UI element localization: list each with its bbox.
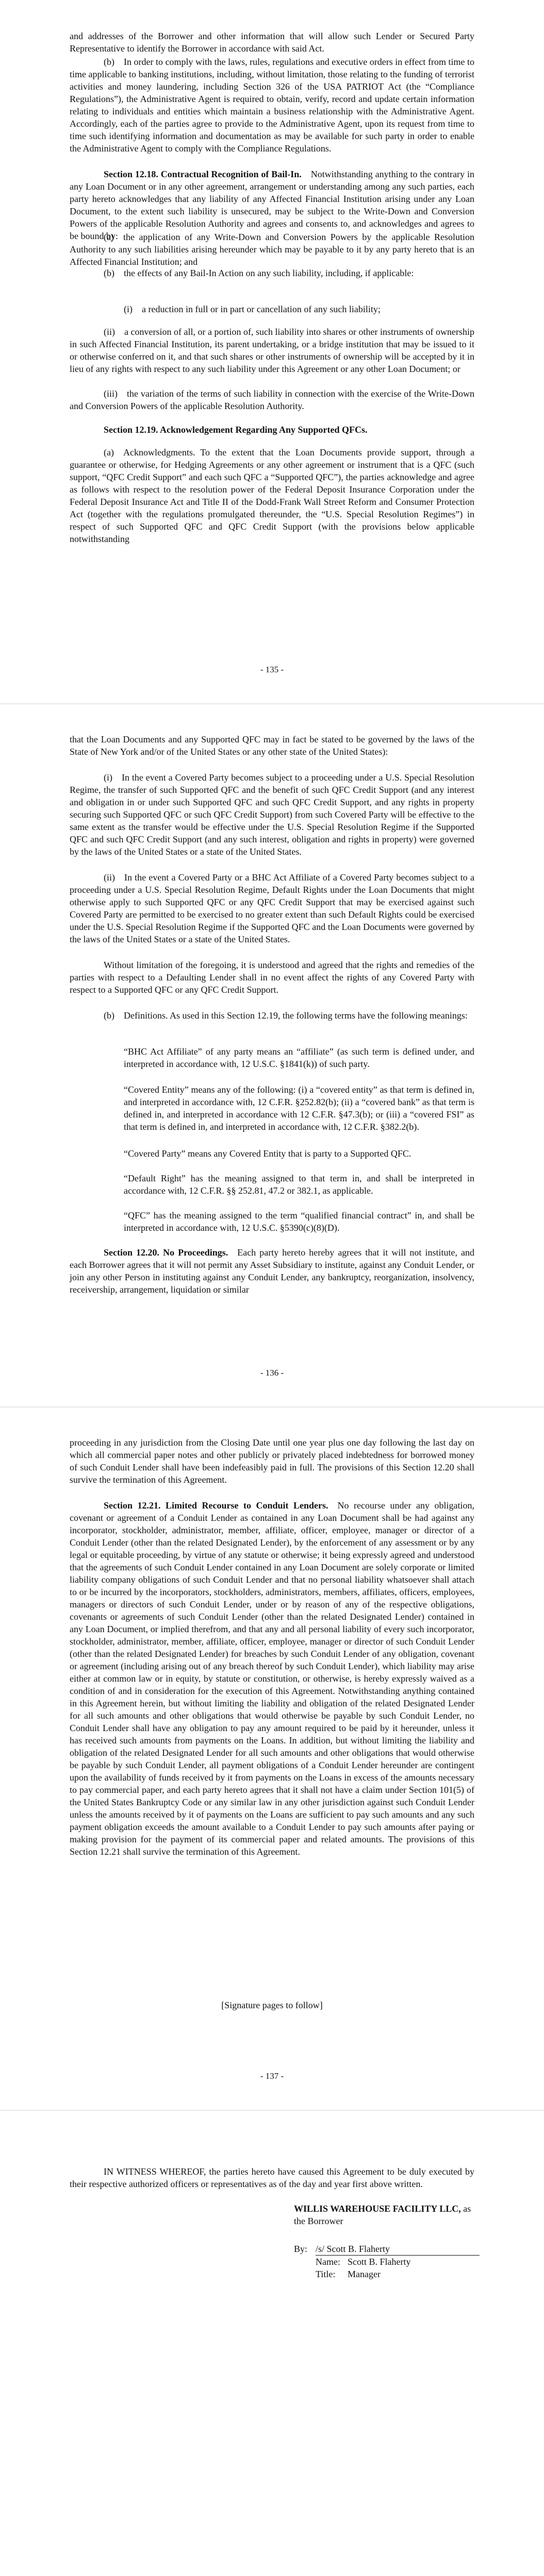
section-heading: Section 12.21. Limited Recourse to Conduit Lenders.: [104, 1500, 328, 1511]
definition-qfc: “QFC” has the meaning assigned to the term “qualified financial contract” in, and shall be interpreted in accordance with, 12 U.S.C. §5390(c)(8)(D).: [124, 1210, 474, 1233]
signer-title: Manager: [348, 2269, 381, 2279]
paragraph-continued: proceeding in any jurisdiction from the Closing Date until one year plus one day following the last day on which all commercial paper notes and other publicly or privately placed indebtedness for borrowed money of such Conduit Lender shall have been indefeasibly paid in full. The provisions of this Section 12.20 shall survive the termination of this Agreement.: [70, 1437, 474, 1485]
clause-b-i: (i) a reduction in full or in part or cancellation of any such liability;: [124, 304, 381, 314]
section-body: No recourse under any obligation, covenant or agreement of a Conduit Lender as contained in any Loan Document shall be had against any incorporator, stockholder, administrator, member, affiliate, officer, employee, manager or director of a Conduit Lender (other than the related Designated Lender), by the enforcement of any assessment or by any legal or equitable proceeding, by virtue of any statute or otherwise; it being expressly agreed and understood that the agreements of such Conduit Lender contained in any Loan Document are solely corporate or limited liability company obligations of such Conduit Lender and that no personal liability whatsoever shall attach to or be incurred by the incorporators, stockholders, administrators, members, affiliates, officers, employees, managers or directors of such Conduit Lender, under or by reason of any of the respective obligations, covenants or agreements of such Conduit Lender (other than the related Designated Lender) contained in any Loan Document, or implied therefrom, and that any and all personal liability of every such incorporator, stockholder, administrator, member, affiliate, officer, employee, manager or director of such Conduit Lender (other than the related Designated Lender) for breaches by such Conduit Lender of any obligation, covenant or agreement (including arising out of any breach thereof by such Conduit Lender), which liability may arise either at common law or in equity, by statute or constitution, or otherwise, is hereby expressly waived as a condition of and in consideration for the execution of this Agreement. Notwithstanding anything contained in this Agreement herein, but without limiting the liability and obligation of the related Designated Lender for all such amounts and other obligations that would otherwise be payable by such Conduit Lender, no Conduit Lender shall have any obligation to pay any amount required to be paid by it hereunder, unless it has received such amounts from payments on the Loans. In addition, but without limiting the liability and obligation of the related Designated Lender for all such amounts and other obligations that would otherwise be payable by such Conduit Lender, all payment obligations of a Conduit Lender hereunder are contingent upon the availability of funds received by it from payments on the Loans in excess of the amounts necessary to pay commercial paper, and each party hereto agrees that it shall not have a claim under Section 101(5) of the United States Bankruptcy Code or any similar law in any other jurisdiction against such Conduit Lender unless the amounts received by it of payments on the Loans are sufficient to pay such amounts and any such payment obligation exceeds the amount available to a Conduit Lender to pay such amounts after paying or making provision for the payment of its commercial paper and related amounts. The provisions of this Section 12.21 shall survive the termination of this Agreement.: [70, 1500, 474, 1857]
signature-block: [294, 2202, 480, 2280]
paragraph-b-compliance: (b) In order to comply with the laws, rules, regulations and executive orders in effect from time to time applicable to banking institutions, including, without limitation, those relating to the funding of terrorist activities and money laundering, including Section 326 of the USA PATRIOT Act (the “Compliance Regulations”), the Administrative Agent is required to obtain, verify, record and update certain information relating to individuals and entities which maintain a business relationship with the Administrative Agent. Accordingly, each of the parties agree to provide to the Administrative Agent, upon its request from time to time such identifying information and documentation as may be available for such party in order to enable the Administrative Agent to comply with the Compliance Regulations.: [70, 57, 474, 154]
section-12-21: [70, 1499, 474, 1858]
witness-clause: IN WITNESS WHEREOF, the parties hereto have caused this Agreement to be duly executed by their respective authorized officers or representatives as of the day and year first above written.: [70, 2166, 474, 2189]
signer-name: Scott B. Flaherty: [348, 2257, 411, 2267]
paragraph-continued: and addresses of the Borrower and other information that will allow such Lender or Secured Party Representative to identify the Borrower in accordance with said Act.: [70, 31, 474, 54]
page-138: [0, 2110, 544, 2576]
clause-b-iii: (iii) the variation of the terms of such liability in connection with the exercise of the Write-Down and Conversion Powers of the applicable Resolution Authority.: [70, 388, 474, 411]
paragraph-without-limitation: Without limitation of the foregoing, it is understood and agreed that the rights and remedies of the parties with respect to a Defaulting Lender shall in no event affect the rights of any Covered Party with respect to a Supported QFC or any QFC Credit Support.: [70, 960, 474, 995]
clause-ii: (ii) In the event a Covered Party or a BHC Act Affiliate of a Covered Party becomes subject to a proceeding under a U.S. Special Resolution Regime, Default Rights under the Loan Documents that might otherwise apply to such Supported QFC or any QFC Credit Support that may be exercised against such Covered Party are permitted to be exercised to no greater extent than such Default Rights could be exercised under the U.S. Special Resolution Regime if the Supported QFC and the Loan Documents were governed by the laws of the United States or a state of the United States.: [70, 872, 474, 944]
section-12-20: [70, 1246, 474, 1296]
company-role: as the Borrower: [294, 2204, 471, 2226]
clause-definitions: (b) Definitions. As used in this Section 12.19, the following terms have the following meanings:: [104, 1010, 468, 1021]
by-label: By:: [294, 2244, 308, 2254]
section-body: Each party hereto hereby agrees that it will not institute, and each Borrower agrees that it will not permit any Asset Subsidiary to institute, against any Conduit Lender, or join any other Person in instituting against any Conduit Lender, any bankruptcy, reorganization, insolvency, receivership, arrangement, liquidation or similar: [70, 1247, 474, 1295]
definition-bhc-act-affiliate: “BHC Act Affiliate” of any party means an “affiliate” (as such term is defined under, and interpreted in accordance with, 12 U.S.C. §1841(k)) of such party.: [124, 1046, 474, 1069]
signature-pages-note: [Signature pages to follow]: [221, 2000, 323, 2010]
section-body: Notwithstanding anything to the contrary in any Loan Document or in any other agreement, arrangement or understanding among any such parties, each party hereto acknowledges that any liability of any Affected Financial Institution arising under any Loan Document, to the extent such liability is unsecured, may be subject to the Write-Down and Conversion Powers of the applicable Resolution Authority and agrees and consents to, and acknowledges and agrees to be bound by:: [70, 169, 474, 241]
company-name: WILLIS WAREHOUSE FACILITY LLC,: [294, 2204, 461, 2214]
page-136: [0, 703, 544, 1406]
section-heading: Section 12.18. Contractual Recognition of Bail-In.: [104, 169, 302, 179]
title-label: Title:: [316, 2269, 336, 2279]
clause-acknowledgments: (a) Acknowledgments. To the extent that the Loan Documents provide support, through a guarantee or otherwise, for Hedging Agreements or any other agreement or instrument that is a QFC (such support, “QFC Credit Support” and each such QFC a “Supported QFC”), the parties acknowledge and agree as follows with respect to the resolution power of the Federal Deposit Insurance Corporation under the Federal Deposit Insurance Act and Title II of the Dodd-Frank Wall Street Reform and Consumer Protection Act (together with the regulations promulgated thereunder, the “U.S. Special Resolution Regimes”) in respect of such Supported QFC and QFC Credit Support (with the provisions below applicable notwithstanding: [70, 447, 474, 544]
definition-covered-party: “Covered Party” means any Covered Entity that is party to a Supported QFC.: [124, 1148, 411, 1159]
page-number: - 137 -: [260, 2071, 284, 2081]
definition-default-right: “Default Right” has the meaning assigned to that term in, and shall be interpreted in accordance with, 12 C.F.R. §§ 252.81, 47.2 or 382.1, as applicable.: [124, 1173, 474, 1196]
clause-b: (b) the effects of any Bail-In Action on any such liability, including, if applicable:: [104, 268, 414, 278]
section-heading: Section 12.20. No Proceedings.: [104, 1247, 228, 1258]
section-12-19-heading: Section 12.19. Acknowledgement Regarding Any Supported QFCs.: [104, 425, 368, 435]
clause-b-ii: (ii) a conversion of all, or a portion of, such liability into shares or other instruments of ownership in such Affected Financial Institution, its parent undertaking, or a bridge institution that may be issued to it or otherwise conferred on it, and that such shares or other instruments of ownership will be accepted by it in lieu of any rights with respect to any such liability under this Agreement or any other Loan Document; or: [70, 327, 474, 374]
page-137: [0, 1406, 544, 2110]
page-135: [0, 0, 544, 703]
clause-a: (a) the application of any Write-Down and Conversion Powers by the applicable Resolution Authority to any such liabilities arising hereunder which may be payable to it by any party hereto that is an Affected Financial Institution; and: [70, 232, 474, 267]
definition-covered-entity: “Covered Entity” means any of the following: (i) a “covered entity” as that term is defined in, and interpreted in accordance with, 12 C.F.R. §252.82(b); (ii) a “covered bank” as that term is defined in, and interpreted in accordance with 12 C.F.R. §47.3(b); or (iii) a “covered FSI” as that term is defined in, and interpreted in accordance with, 12 C.F.R. §382.2(b).: [124, 1084, 474, 1132]
paragraph-continued: that the Loan Documents and any Supported QFC may in fact be stated to be governed by the laws of the State of New York and/or of the United States or any other state of the United States):: [70, 734, 474, 757]
page-number: - 135 -: [260, 665, 284, 674]
clause-i: (i) In the event a Covered Party becomes subject to a proceeding under a U.S. Special Resolution Regime, the transfer of such Supported QFC and the benefit of such QFC Credit Support (and any interest and obligation in or under such Supported QFC and such QFC Credit Support, and any rights in property securing such Supported QFC or such QFC Credit Support) from such Covered Party will be effective to the same extent as the transfer would be effective under the U.S. Special Resolution Regime if the Supported QFC and such QFC Credit Support (and any such interest, obligation and rights in property) were governed by the laws of the United States or a state of the United States.: [70, 772, 474, 857]
page-number: - 136 -: [260, 1368, 284, 1378]
name-label: Name:: [316, 2257, 340, 2267]
signature: /s/ Scott B. Flaherty: [316, 2243, 480, 2256]
